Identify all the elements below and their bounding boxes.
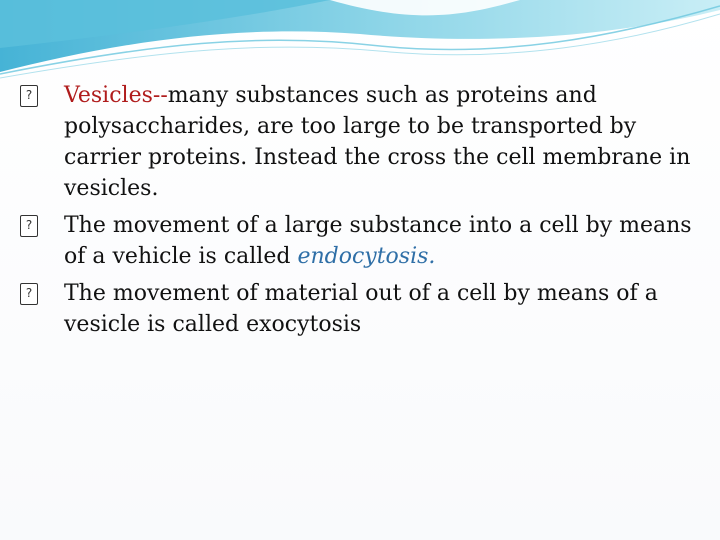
bullet-vesicles xyxy=(20,80,700,204)
term-vesicles: Vesicles-- xyxy=(64,83,168,108)
bullet-endocytosis xyxy=(20,210,700,272)
bullet-exocytosis xyxy=(20,278,700,340)
header-wave-decoration xyxy=(0,0,720,90)
bullet-box-icon: ? xyxy=(20,85,38,107)
slide-body xyxy=(20,80,700,346)
bullet-text: many substances such as proteins and polysaccharides, are too large to be transported by carrier proteins. Instead the cross the cell membrane in vesicles. xyxy=(64,83,691,201)
bullet-box-icon: ? xyxy=(20,215,38,237)
bullet-text: The movement of a large substance into a cell by means of a vehicle is called xyxy=(64,213,692,269)
bullet-box-icon: ? xyxy=(20,283,38,305)
bullet-text: The movement of material out of a cell by means of a vesicle is called exocytosis xyxy=(64,281,658,337)
term-endocytosis: endocytosis. xyxy=(297,244,436,269)
